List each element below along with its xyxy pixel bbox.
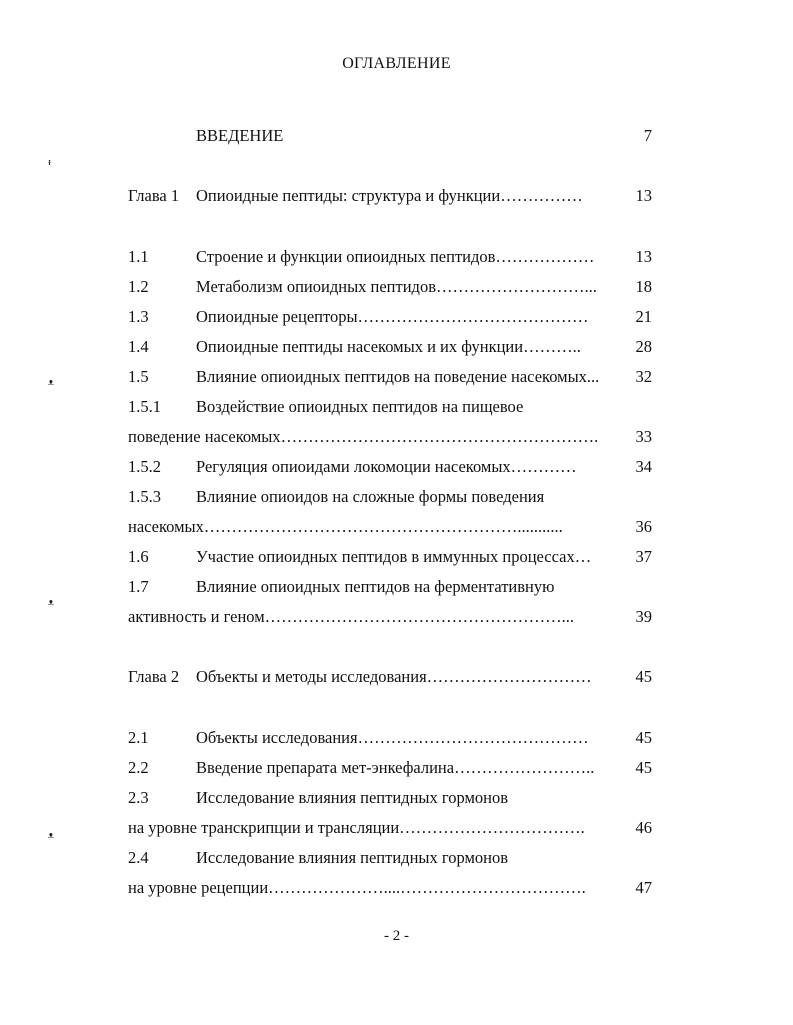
section-page: 39 [635,607,652,626]
section-title: Опиоидные пептиды насекомых и их функции……….. [196,337,581,356]
margin-mark: ᵻ [48,156,52,168]
section-page: 13 [635,247,652,266]
intro-page: 7 [643,126,652,145]
section-page: 46 [635,818,652,837]
section-title-continuation: поведение насекомых…………………………………………………. [128,427,599,446]
section-title: Участие опиоидных пептидов в иммунных процессах… [196,547,592,566]
section-number: 1.6 [128,547,149,566]
section-number: 2.1 [128,728,149,747]
section-title-continuation: на уровне транскрипции и трансляции……………………………. [128,818,585,837]
toc-heading: ОГЛАВЛЕНИЕ [342,55,451,72]
section-page: 18 [635,277,652,296]
section-title: Введение препарата мет-энкефалина…………………….. [196,758,595,777]
section-page: 34 [635,457,652,476]
section-page: 45 [635,758,652,777]
section-number: 1.2 [128,277,149,296]
section-title: Исследование влияния пептидных гормонов [196,788,509,807]
section-number: 1.3 [128,307,149,326]
intro-label: ВВЕДЕНИЕ [196,126,284,145]
section-title: Регуляция опиоидами локомоции насекомых………… [196,457,577,476]
section-title: Метаболизм опиоидных пептидов………………………... [196,277,597,296]
section-number: 1.5.1 [128,397,161,416]
section-number: 2.4 [128,848,149,867]
margin-mark: ᴥ [48,596,54,608]
section-title: Влияние опиоидных пептидов на ферментативную [196,577,555,596]
section-title: Воздействие опиоидных пептидов на пищевое [196,397,524,416]
section-number: 2.3 [128,788,149,807]
section-title-continuation: насекомых…………………………………………………........... [128,517,563,536]
chapter-1-title: Опиоидные пептиды: структура и функции…………… [196,186,583,205]
section-title: Объекты исследования…………………………………… [196,728,589,747]
section-number: 1.7 [128,577,149,596]
section-title: Опиоидные рецепторы…………………………………… [196,307,589,326]
section-title: Влияние опиоидов на сложные формы поведения [196,487,545,506]
section-title-continuation: на уровне рецепции…………………....……………………………. [128,878,586,897]
section-number: 1.5.2 [128,457,161,476]
section-title: Строение и функции опиоидных пептидов……………… [196,247,595,266]
chapter-2-page: 45 [635,667,652,686]
page-number-footer: - 2 - [384,928,409,944]
chapter-1-page: 13 [635,186,652,205]
section-number: 1.5 [128,367,149,386]
chapter-2-label: Глава 2 [128,667,180,686]
section-number: 1.5.3 [128,487,161,506]
section-title-continuation: активность и геном………………………………………………... [128,607,575,626]
section-number: 2.2 [128,758,149,777]
section-page: 37 [635,547,652,566]
section-page: 45 [635,728,652,747]
section-title: Влияние опиоидных пептидов на поведение насекомых... [196,367,600,386]
margin-mark: ᴥ [48,829,54,841]
section-title: Исследование влияния пептидных гормонов [196,848,509,867]
section-number: 1.1 [128,247,149,266]
section-page: 36 [635,517,652,536]
section-page: 47 [635,878,652,897]
section-page: 28 [635,337,652,356]
chapter-1-label: Глава 1 [128,186,180,205]
section-number: 1.4 [128,337,149,356]
chapter-2-title: Объекты и методы исследования………………………… [196,667,592,686]
section-page: 21 [635,307,652,326]
margin-mark: ᴥ [48,376,54,388]
section-page: 33 [635,427,652,446]
section-page: 32 [635,367,652,386]
